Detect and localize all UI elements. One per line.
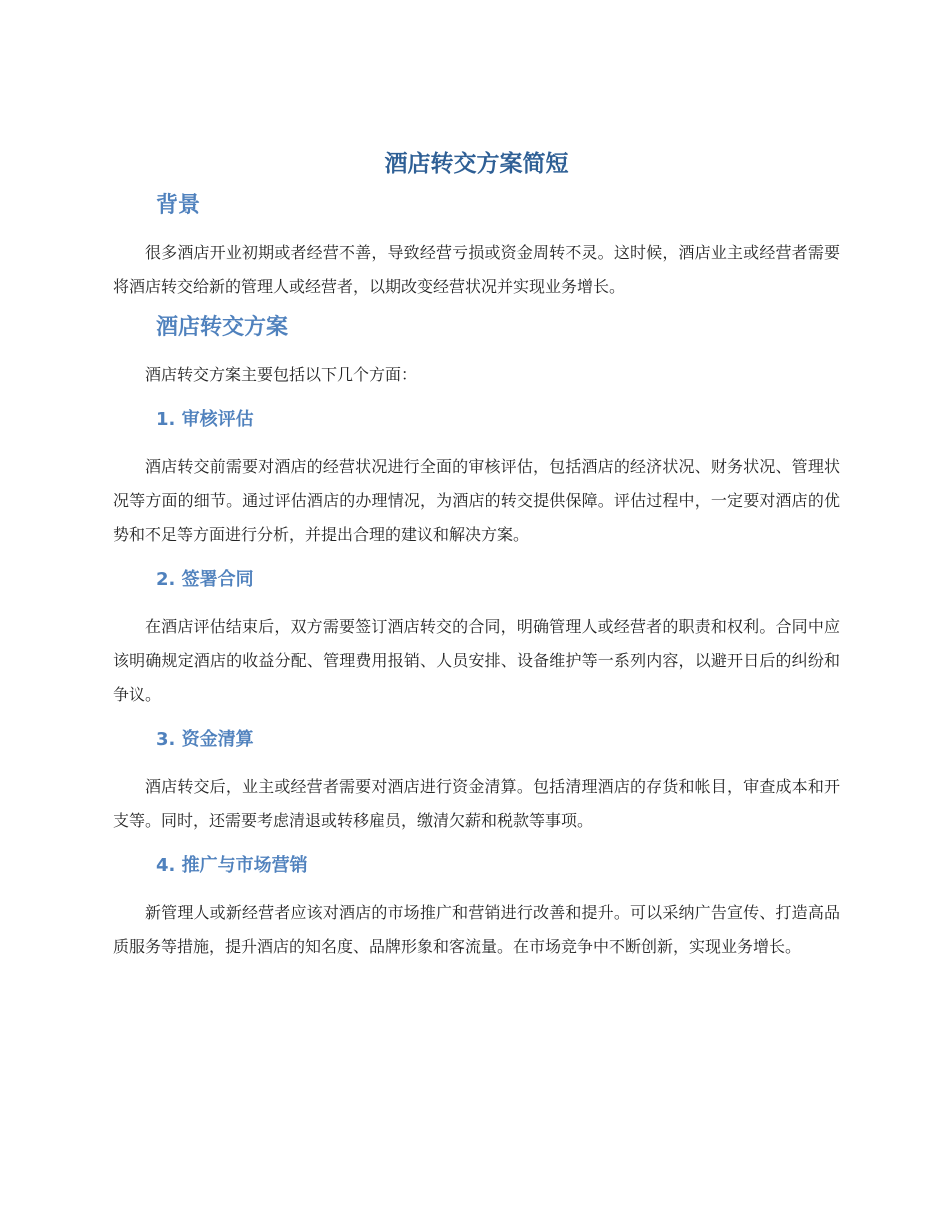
background-paragraph: 很多酒店开业初期或者经营不善，导致经营亏损或资金周转不灵。这时候，酒店业主或经营者需要将酒店转交给新的管理人或经营者，以期改变经营状况并实现业务增长。 [113, 243, 840, 296]
document-body [113, 146, 840, 964]
plan-intro-paragraph: 酒店转交方案主要包括以下几个方面： [145, 365, 418, 384]
subsection-heading-review: 1. 审核评估 [156, 409, 254, 430]
subsection-paragraph-marketing: 新管理人或新经营者应该对酒店的市场推广和营销进行改善和提升。可以采纳广告宣传、打造高品质服务等措施，提升酒店的知名度、品牌形象和客流量。在市场竞争中不断创新，实现业务增长。 [113, 903, 840, 956]
subsection-heading-marketing: 4. 推广与市场营销 [156, 855, 308, 876]
subsection-heading-contract: 2. 签署合同 [156, 569, 254, 590]
subsection-paragraph-contract: 在酒店评估结束后，双方需要签订酒店转交的合同，明确管理人或经营者的职责和权利。合同中应该明确规定酒店的收益分配、管理费用报销、人员安排、设备维护等一系列内容，以避开日后的纠纷和争议。 [113, 617, 840, 704]
document-title: 酒店转交方案简短 [384, 151, 569, 177]
subsection-heading-settlement: 3. 资金清算 [156, 729, 254, 750]
subsection-paragraph-settlement: 酒店转交后，业主或经营者需要对酒店进行资金清算。包括清理酒店的存货和帐目，审查成本和开支等。同时，还需要考虑清退或转移雇员，缴清欠薪和税款等事项。 [113, 777, 840, 830]
subsection-paragraph-review: 酒店转交前需要对酒店的经营状况进行全面的审核评估，包括酒店的经济状况、财务状况、管理状况等方面的细节。通过评估酒店的办理情况，为酒店的转交提供保障。评估过程中，一定要对酒店的优势和不足等方面进行分析，并提出合理的建议和解决方案。 [113, 457, 840, 544]
section-heading-plan: 酒店转交方案 [156, 315, 289, 340]
section-heading-background: 背景 [156, 193, 201, 218]
